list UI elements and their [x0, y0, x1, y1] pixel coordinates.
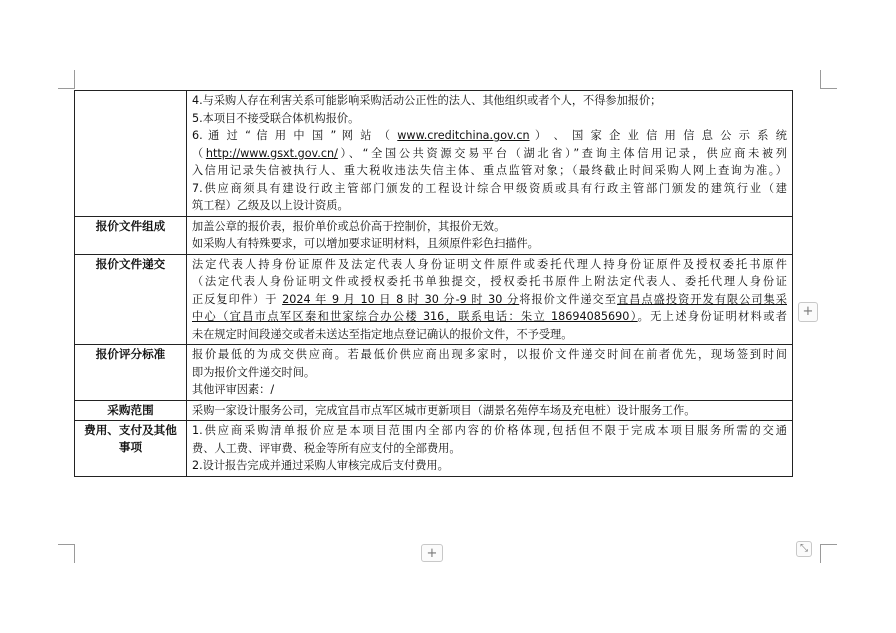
table-row: [75, 91, 793, 217]
table-resize-icon[interactable]: ⤡: [796, 541, 812, 557]
content-line: 筑工程）乙级及以上设计资质。: [192, 199, 349, 212]
content-line: 其他评审因素：/: [192, 383, 275, 396]
row-content[interactable]: [187, 91, 793, 217]
content-line: 6. 通 过 “ 信 用 中 国 ” 网 站 （ www.creditchina.gov.cn ） 、 国 家 企 业 信 用 信 息 公 示 系 统: [192, 129, 787, 142]
add-column-button[interactable]: +: [798, 302, 818, 322]
row-label: [75, 91, 187, 217]
content-line: 2.设计报告完成并通过采购人审核完成后支付费用。: [192, 459, 449, 472]
row-label: 采购范围: [75, 400, 187, 421]
row-label: 费用、支付及其他事项: [75, 421, 187, 477]
content-line: 采购一家设计服务公司，完成宜昌市点军区城市更新项目（湖景名苑停车场及充电桩）设计服务工作。: [192, 403, 696, 417]
row-content[interactable]: [187, 400, 793, 421]
add-row-button[interactable]: +: [421, 544, 443, 562]
row-content[interactable]: [187, 254, 793, 345]
crop-mark-top-left: [58, 70, 75, 89]
table-row: [75, 216, 793, 254]
table-row: [75, 421, 793, 477]
content-line: 5.本项目不接受联合体机构报价。: [192, 111, 360, 125]
crop-mark-top-right: [820, 70, 837, 89]
content-line: 正反复印件）于 2024 年 9 月 10 日 8 时 30 分-9 时 30 分将报价文件递交至宜昌点盛投资开发有限公司集采: [192, 292, 787, 306]
row-content[interactable]: [187, 216, 793, 254]
crop-mark-bottom-right: [820, 544, 837, 563]
content-line: 报价最低的为成交供应商。若最低价供应商出现多家时，以报价文件递交时间在前者优先，现场签到时间: [192, 348, 787, 361]
table-row: [75, 345, 793, 401]
content-line: 即为报价文件递交时间。: [192, 365, 316, 379]
row-label: 报价评分标准: [75, 345, 187, 401]
content-line: 未在规定时间段递交或者未送达至指定地点登记确认的报价文件，不予受理。: [192, 327, 573, 341]
content-line: 入信用记录失信被执行人、重大税收违法失信主体、重点监管对象；（最终截止时间采购人网上查询为准。）: [192, 164, 787, 177]
content-line: 4.与采购人存在利害关系可能影响采购活动公正性的法人、其他组织或者个人，不得参加报价；: [192, 94, 662, 107]
content-line: 费、人工费、评审费、税金等所有应支付的全部费用。: [192, 441, 461, 455]
procurement-table: [74, 90, 793, 477]
row-label: 报价文件递交: [75, 254, 187, 345]
content-line: 法定代表人持身份证原件及法定代表人身份证明文件原件或委托代理人持身份证原件及授权委托书原件: [192, 257, 787, 271]
content-line: 如采购人有特殊要求，可以增加要求证明材料，且须原件彩色扫描件。: [192, 237, 539, 250]
row-label: 报价文件组成: [75, 216, 187, 254]
content-line: 中心（宜昌市点军区秦和世家综合办公楼 316，联系电话：朱立 18694085690）。无上述身份证明材料或者: [192, 310, 787, 323]
row-content[interactable]: [187, 421, 793, 477]
content-line: （http://www.gsxt.gov.cn/）、“全国公共资源交易平台（湖北省）”查询主体信用记录，供应商未被列: [192, 146, 787, 160]
content-line: 1.供应商采购清单报价应是本项目范围内全部内容的价格体现,包括但不限于完成本项目服务所需的交通: [192, 424, 787, 437]
table-row: [75, 254, 793, 345]
crop-mark-bottom-left: [58, 544, 75, 563]
content-line: 加盖公章的报价表，报价单价或总价高于控制价，其报价无效。: [192, 219, 506, 233]
content-line: （法定代表人身份证明文件或授权委托书单独提交，授权委托书原件上附法定代表人、委托代理人身份证: [192, 275, 787, 288]
content-line: 7.供应商须具有建设行政主管部门颁发的工程设计综合甲级资质或具有行政主管部门颁发的建筑行业（建: [192, 181, 787, 195]
row-content[interactable]: [187, 345, 793, 401]
table-row: [75, 400, 793, 421]
